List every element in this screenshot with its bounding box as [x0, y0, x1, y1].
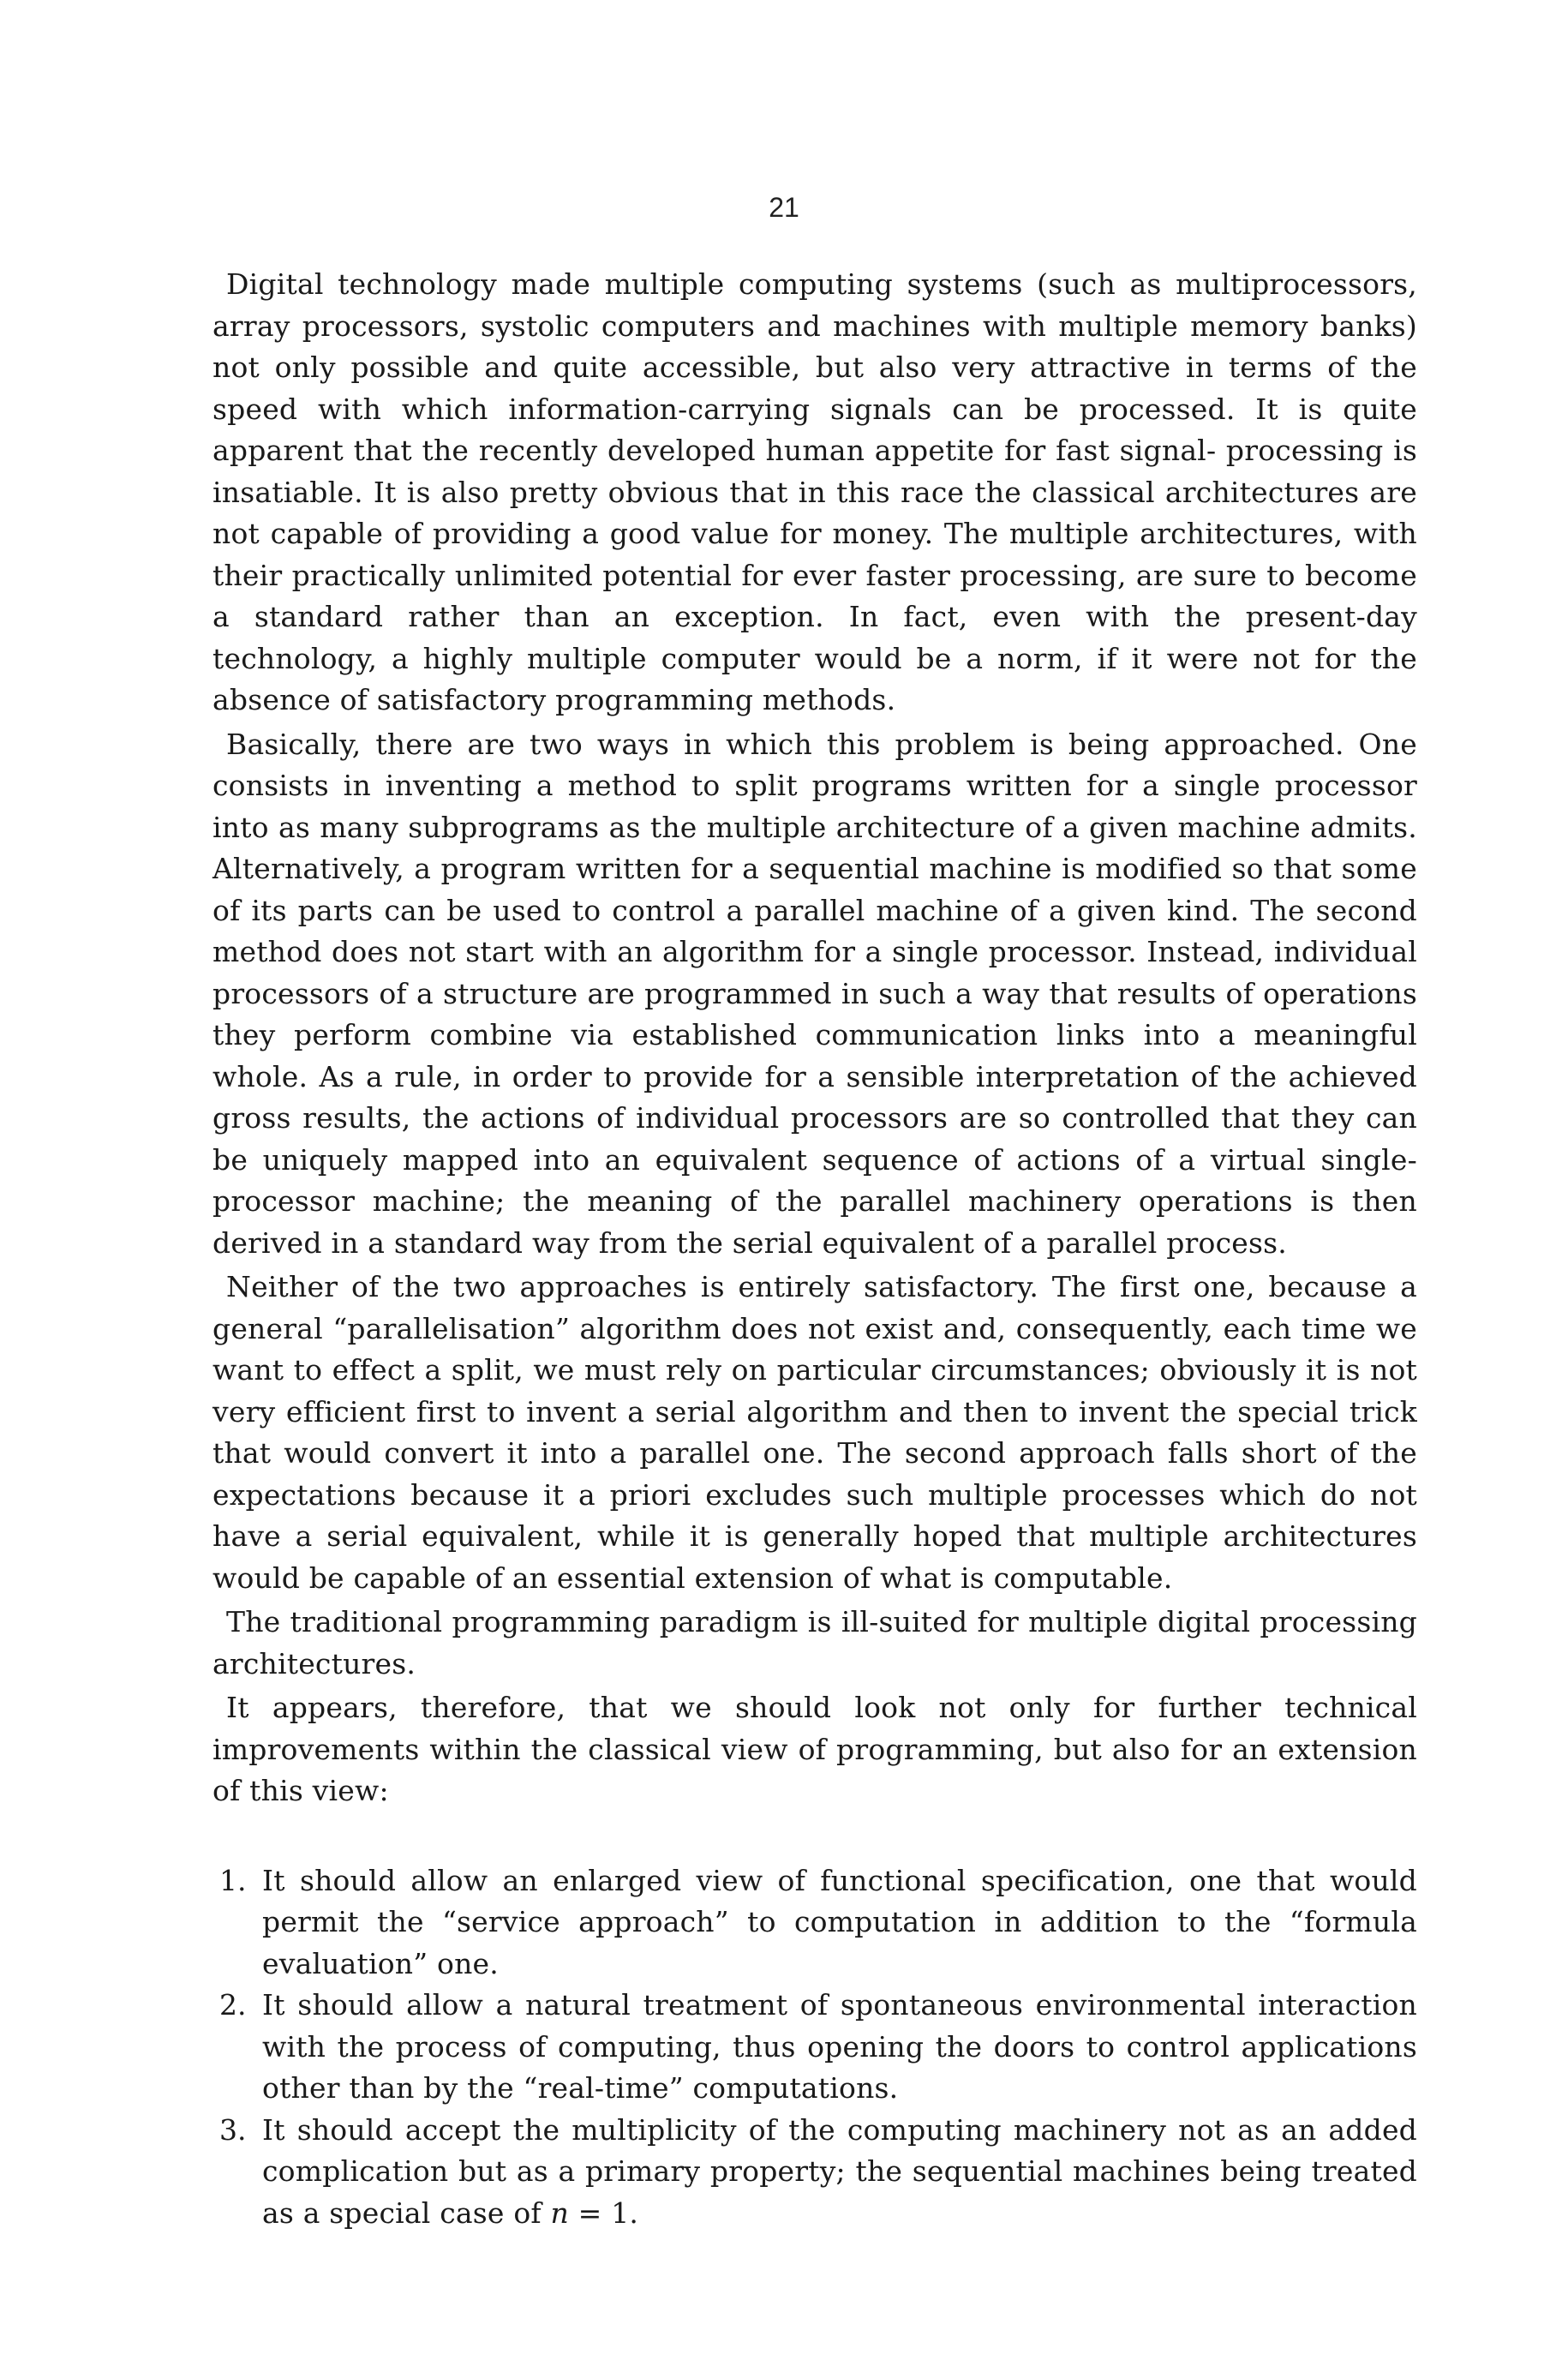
list-item [212, 2110, 1417, 2235]
list-item-number: 3. [219, 2112, 247, 2147]
list-item-number: 1. [219, 1863, 247, 1897]
requirements-list [212, 1860, 1417, 2235]
list-item-text-before-math: It should accept the multiplicity of the computing machinery not as an added complication but as a primary property; the sequential machines being treated as a special case of [262, 2112, 1417, 2230]
paragraph-neither-satisfactory: Neither of the two approaches is entirely satisfactory. The first one, because a general “parallelisation” algorithm does not exist and, consequently, each time we want to effect a split, we must rely on particular circumstances; obviously it is not very efficient first to invent a serial algorithm and then to invent the special trick that would convert it into a parallel one. The second approach falls short of the expectations because it a priori excludes such multiple processes which do not have a serial equivalent, while it is generally hoped that multiple architectures would be capable of an essential extension of what is computable. [212, 1270, 1417, 1595]
list-item-number: 2. [219, 1988, 247, 2022]
page-number: 21 [769, 192, 799, 223]
paragraph-extension-of-view: It appears, therefore, that we should look not only for further technical improvements within the classical view of programming, but also for an extension of this view: [212, 1691, 1417, 1807]
list-item-text: It should allow an enlarged view of functional specification, one that would permit the “service approach” to computation in addition to the “formula evaluation” one. [262, 1863, 1417, 1980]
list-item-text: It should allow a natural treatment of spontaneous environmental interaction with the process of computing, thus opening the doors to control applications other than by the “real-time” computations. [262, 1988, 1417, 2105]
list-item-text [262, 2110, 1417, 2235]
list-item-text-after-math: = 1. [568, 2195, 639, 2230]
list-item [212, 1985, 1417, 2110]
paragraph-multiple-computing: Digital technology made multiple computing systems (such as multiprocessors, array processors, systolic computers and machines with multiple memory banks) not only possible and quite accessible, but also very attractive in terms of the speed with which information-carrying signals can be processed. It is quite apparent that the recently developed human appetite for fast signal- processing is insatiable. It is also pretty obvious that in this race the classical architectures are not capable of providing a good value for money. The multiple architectures, with their practically unlimited potential for ever faster processing, are sure to become a standard rather than an exception. In fact, even with the present-day technology, a highly multiple computer would be a norm, if it were not for the absence of satisfactory programming methods. [212, 267, 1417, 716]
list-item [212, 1860, 1417, 1986]
body-text [212, 264, 1417, 2234]
paragraph-two-approaches: Basically, there are two ways in which this problem is being approached. One consists in inventing a method to split programs written for a single processor into as many subprograms as the multiple architecture of a given machine admits. Alternatively, a program written for a sequential machine is modified so that some of its parts can be used to control a parallel machine of a given kind. The second method does not start with an algorithm for a single processor. Instead, individual processors of a structure are programmed in such a way that results of operations they perform combine via established communication links into a meaningful whole. As a rule, in order to provide for a sensible interpretation of the achieved gross results, the actions of individual processors are so controlled that they can be uniquely mapped into an equivalent sequence of actions of a virtual single-processor machine; the meaning of the parallel machinery operations is then derived in a standard way from the serial equivalent of a parallel process. [212, 727, 1417, 1260]
math-variable-n: n [550, 2195, 569, 2230]
paragraph-traditional-paradigm: The traditional programming paradigm is ill-suited for multiple digital processing architectures. [212, 1605, 1417, 1680]
